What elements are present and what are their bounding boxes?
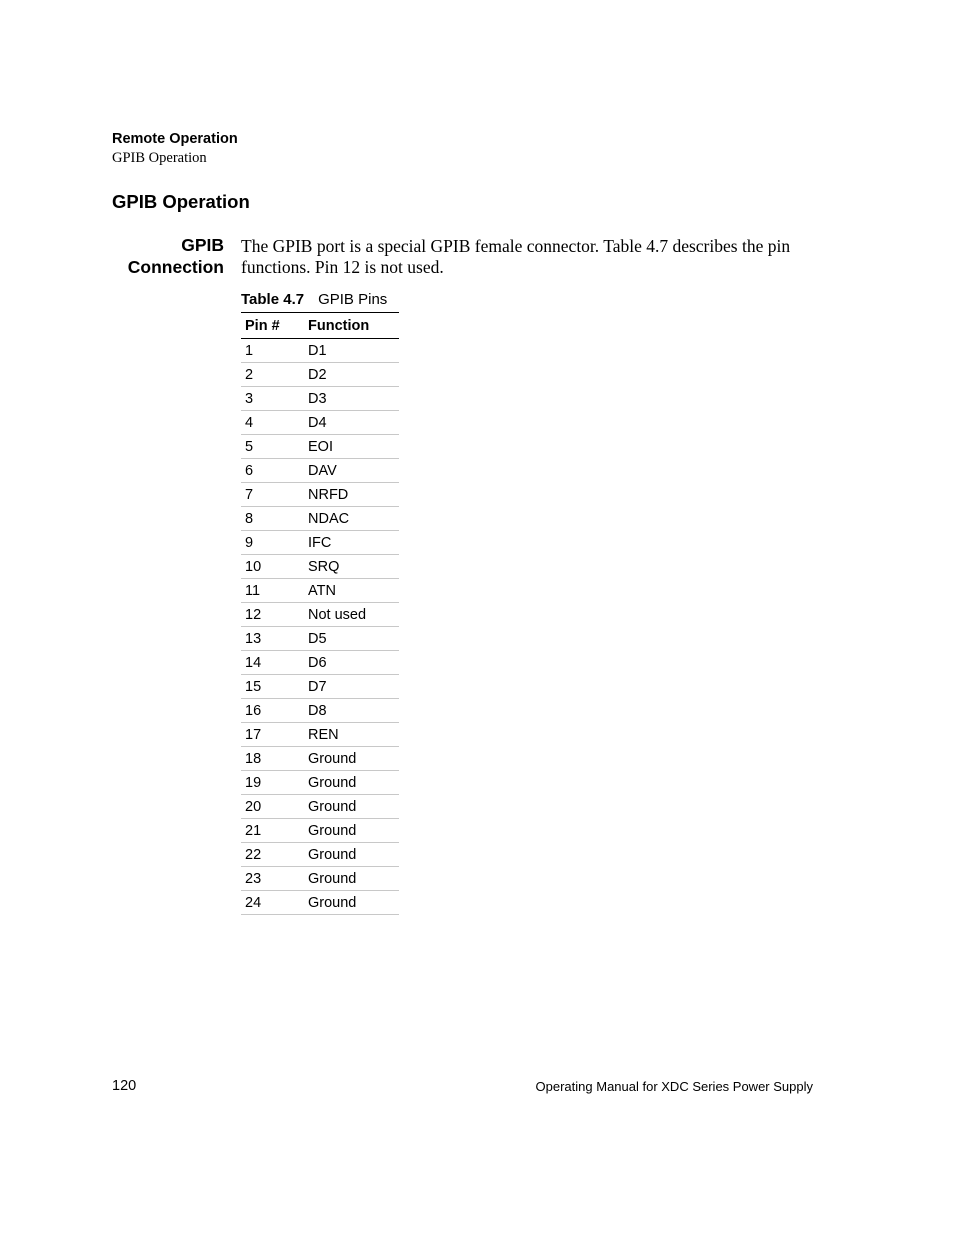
pin-function-cell: Ground xyxy=(304,867,399,891)
table-row xyxy=(241,579,399,603)
pin-function-cell: IFC xyxy=(304,531,399,555)
pin-function-cell: DAV xyxy=(304,459,399,483)
pin-function-cell: D7 xyxy=(304,675,399,699)
pin-number-cell: 12 xyxy=(241,603,304,627)
table-row xyxy=(241,747,399,771)
pin-function-cell: D6 xyxy=(304,651,399,675)
table-row xyxy=(241,363,399,387)
table-row xyxy=(241,867,399,891)
table-row xyxy=(241,723,399,747)
pin-function-cell: D8 xyxy=(304,699,399,723)
table-body xyxy=(241,339,399,915)
pin-number-cell: 14 xyxy=(241,651,304,675)
pin-function-cell: Ground xyxy=(304,771,399,795)
pin-number-cell: 23 xyxy=(241,867,304,891)
pin-number-cell: 1 xyxy=(241,339,304,363)
pin-function-cell: Not used xyxy=(304,603,399,627)
pin-number-cell: 16 xyxy=(241,699,304,723)
pin-number-cell: 4 xyxy=(241,411,304,435)
body-paragraph: The GPIB port is a special GPIB female connector. Table 4.7 describes the pin functions. Pin 12 is not used. xyxy=(241,236,791,277)
pin-function-cell: D5 xyxy=(304,627,399,651)
pin-number-cell: 8 xyxy=(241,507,304,531)
pin-function-cell: REN xyxy=(304,723,399,747)
section-title: GPIB Operation xyxy=(112,191,250,212)
table-row xyxy=(241,483,399,507)
table-caption xyxy=(241,291,387,308)
pin-function-cell: D1 xyxy=(304,339,399,363)
table-row xyxy=(241,555,399,579)
table-row xyxy=(241,507,399,531)
table-row xyxy=(241,411,399,435)
table-row xyxy=(241,531,399,555)
running-head-chapter: Remote Operation xyxy=(112,131,238,147)
column-header-function: Function xyxy=(304,313,399,339)
pin-number-cell: 9 xyxy=(241,531,304,555)
page-number: 120 xyxy=(112,1078,137,1094)
pin-function-cell: SRQ xyxy=(304,555,399,579)
table-row xyxy=(241,843,399,867)
table-row xyxy=(241,339,399,363)
table-row xyxy=(241,819,399,843)
pin-number-cell: 6 xyxy=(241,459,304,483)
table-row xyxy=(241,795,399,819)
pin-number-cell: 5 xyxy=(241,435,304,459)
table-row xyxy=(241,891,399,915)
table-row xyxy=(241,603,399,627)
table-row xyxy=(241,699,399,723)
pin-function-cell: Ground xyxy=(304,795,399,819)
pin-function-cell: NDAC xyxy=(304,507,399,531)
pin-number-cell: 22 xyxy=(241,843,304,867)
pin-number-cell: 2 xyxy=(241,363,304,387)
pin-number-cell: 7 xyxy=(241,483,304,507)
side-heading-line2: Connection xyxy=(127,256,224,277)
pin-function-cell: Ground xyxy=(304,891,399,915)
pin-number-cell: 3 xyxy=(241,387,304,411)
pin-function-cell: D4 xyxy=(304,411,399,435)
table-row xyxy=(241,459,399,483)
pin-number-cell: 21 xyxy=(241,819,304,843)
pin-function-cell: EOI xyxy=(304,435,399,459)
pin-number-cell: 10 xyxy=(241,555,304,579)
pin-function-cell: NRFD xyxy=(304,483,399,507)
running-head-section: GPIB Operation xyxy=(112,150,207,166)
table-row xyxy=(241,387,399,411)
pin-number-cell: 17 xyxy=(241,723,304,747)
table-caption-title: GPIB Pins xyxy=(318,291,388,308)
pin-number-cell: 18 xyxy=(241,747,304,771)
pin-function-cell: Ground xyxy=(304,747,399,771)
table-row xyxy=(241,675,399,699)
pin-number-cell: 11 xyxy=(241,579,304,603)
pin-number-cell: 19 xyxy=(241,771,304,795)
pin-function-cell: D2 xyxy=(304,363,399,387)
column-header-pin: Pin # xyxy=(241,313,304,339)
table-row xyxy=(241,627,399,651)
table-row xyxy=(241,651,399,675)
footer-manual-title: Operating Manual for XDC Series Power Supply xyxy=(535,1079,813,1094)
pin-function-cell: Ground xyxy=(304,819,399,843)
pin-number-cell: 24 xyxy=(241,891,304,915)
table-caption-label: Table 4.7 xyxy=(241,291,305,308)
gpib-pins-table xyxy=(241,312,399,915)
pin-number-cell: 15 xyxy=(241,675,304,699)
pin-number-cell: 20 xyxy=(241,795,304,819)
pin-function-cell: Ground xyxy=(304,843,399,867)
table-row xyxy=(241,771,399,795)
side-heading-line1: GPIB xyxy=(181,235,224,255)
pin-number-cell: 13 xyxy=(241,627,304,651)
side-heading xyxy=(112,235,224,278)
table-row xyxy=(241,435,399,459)
pin-function-cell: ATN xyxy=(304,579,399,603)
pin-function-cell: D3 xyxy=(304,387,399,411)
table-header-row xyxy=(241,313,399,339)
